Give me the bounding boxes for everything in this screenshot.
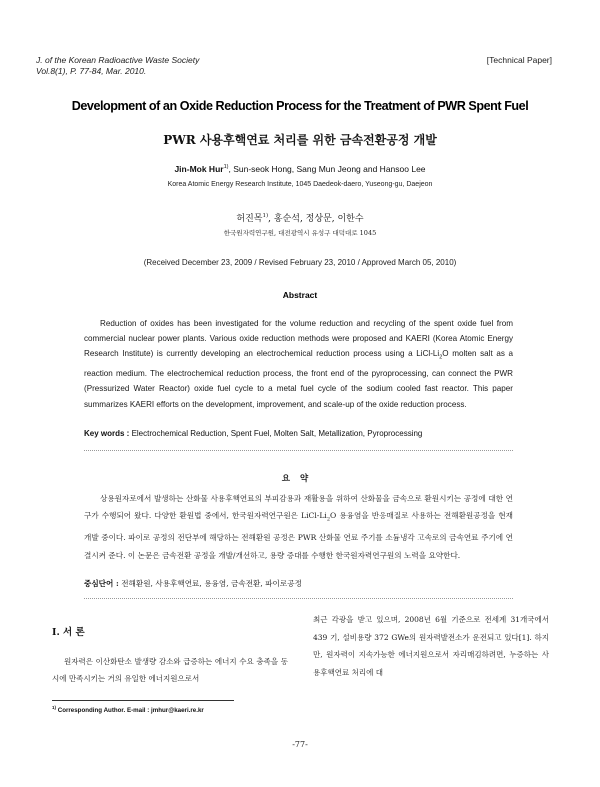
affiliation-english: Korea Atomic Energy Research Institute, 1045 Daedeok-daero, Yuseong-gu, Daejeon (167, 181, 433, 188)
title-english: Development of an Oxide Reduction Process for the Treatment of PWR Spent Fuel (71, 99, 529, 113)
body-paragraph: 원자력은 이산화탄소 발생량 감소와 급증하는 에너지 수요 충족을 동시에 만족시키는 거의 유일한 에너지원으로서 (52, 657, 288, 684)
corresponding-author-ko: 허진목 (236, 214, 263, 224)
author-mark: 1) (223, 164, 229, 171)
abstract-body (84, 316, 513, 412)
received-dates: (Received December 23, 2009 / Revised February 23, 2010 / Approved March 05, 2010) (143, 258, 457, 267)
paper-type-label: [Technical Paper] (486, 55, 552, 65)
body-paragraph: 최근 각광을 받고 있으며, 2008년 6월 기준으로 전세계 31개국에서 439 기, 설비용량 372 GWe의 원자력발전소가 운전되고 있다[1]. 하지만, 원자력이 지속가능한 에너지원으로서 자리매김하려면, 누증하는 사용후핵연료 처리에 대 (313, 615, 549, 677)
section-heading: I. 서 론 (52, 627, 85, 638)
body-left-column (52, 653, 288, 687)
keywords (84, 429, 514, 438)
page-number: -77- (292, 740, 308, 749)
korean-abstract-body (84, 490, 513, 564)
korean-abstract-part1: 상용원자로에서 발생하는 산화물 사용후핵연료의 부피감용과 재활용을 위하여 산화물을 금속으로 환원시키는 공정에 대한 연구가 수행되어 왔다. 다양한 환원법 중에서, 한국원자력연구원은 LiCl-Li (84, 494, 513, 521)
abstract-text-part1: Reduction of oxides has been investigated for the volume reduction and recycling of the spent oxide fuel from commercial nuclear power plants. Various oxide reduction methods were proposed and KAERI (Korea Atomic Energy Research Institute) is currently developing an electrochemical reduction process using a LiCl-Li (84, 319, 513, 359)
other-authors-ko: , 홍순석, 정상문, 이한수 (268, 214, 364, 224)
abstract-subscript: 2 (439, 355, 443, 362)
footnote-rule (52, 700, 234, 701)
divider (84, 450, 513, 451)
journal-citation (36, 55, 199, 77)
korean-abstract-subscript: 2 (326, 516, 331, 523)
keywords-korean (84, 578, 514, 589)
authors-korean (0, 211, 600, 224)
footnote (52, 705, 204, 714)
keywords-korean-label: 중심단어 : (84, 579, 119, 588)
footnote-mark: 1) (52, 705, 57, 710)
title-korean: PWR 사용후핵연료 처리를 위한 금속전환공정 개발 (163, 133, 437, 147)
footnote-text: Corresponding Author. E-mail : jmhur@kaeri.re.kr (56, 707, 204, 715)
body-right-column (313, 611, 549, 681)
corresponding-author: Jin-Mok Hur (174, 164, 224, 174)
keywords-text: Electrochemical Reduction, Spent Fuel, Molten Salt, Metallization, Pyroprocessing (129, 429, 423, 438)
affiliation-korean: 한국원자력연구원, 대전광역시 유성구 대덕대로 1045 (223, 229, 377, 237)
abstract-heading: Abstract (282, 290, 318, 300)
keywords-korean-text: 전해환원, 사용후핵연료, 용융염, 금속전환, 파이로공정 (118, 579, 302, 588)
journal-name: J. of the Korean Radioactive Waste Society (36, 55, 200, 65)
keywords-label: Key words : (84, 429, 130, 438)
korean-abstract-heading: 요약 (281, 474, 319, 484)
korean-abstract-part2: O 용융염을 반응매질로 사용하는 전해환원공정을 현재 개발 중이다. 파이로 공정의 전단부에 해당하는 전해환원 공정은 PWR 산화물 연료 주기를 소듐냉각 고속로의 금속연료 주기에 연결시켜 준다. 이 논문은 금속전환 공정을 개발/개선하고, 용량 증대를 수행한 한국원자력연구원의 노력을 요약한다. (84, 511, 513, 560)
journal-volume: Vol.8(1), P. 77-84, Mar. 2010. (36, 66, 147, 76)
divider (84, 598, 513, 599)
authors-english (0, 164, 600, 174)
author-mark-ko: 1) (262, 213, 269, 219)
other-authors: , Sun-seok Hong, Sang Mun Jeong and Hansoo Lee (228, 164, 426, 174)
abstract-text-part2: O molten salt as a reaction medium. The electrochemical reduction process, the front end of the pyroprocessing, can connect the PWR (Pressurized Water Reactor) oxide fuel cycle to a metal fuel cycle of the sodium cooled fast reactor. This paper summarizes KAERI efforts on the development, improvement, and scale-up of the oxide reduction process. (84, 349, 514, 409)
